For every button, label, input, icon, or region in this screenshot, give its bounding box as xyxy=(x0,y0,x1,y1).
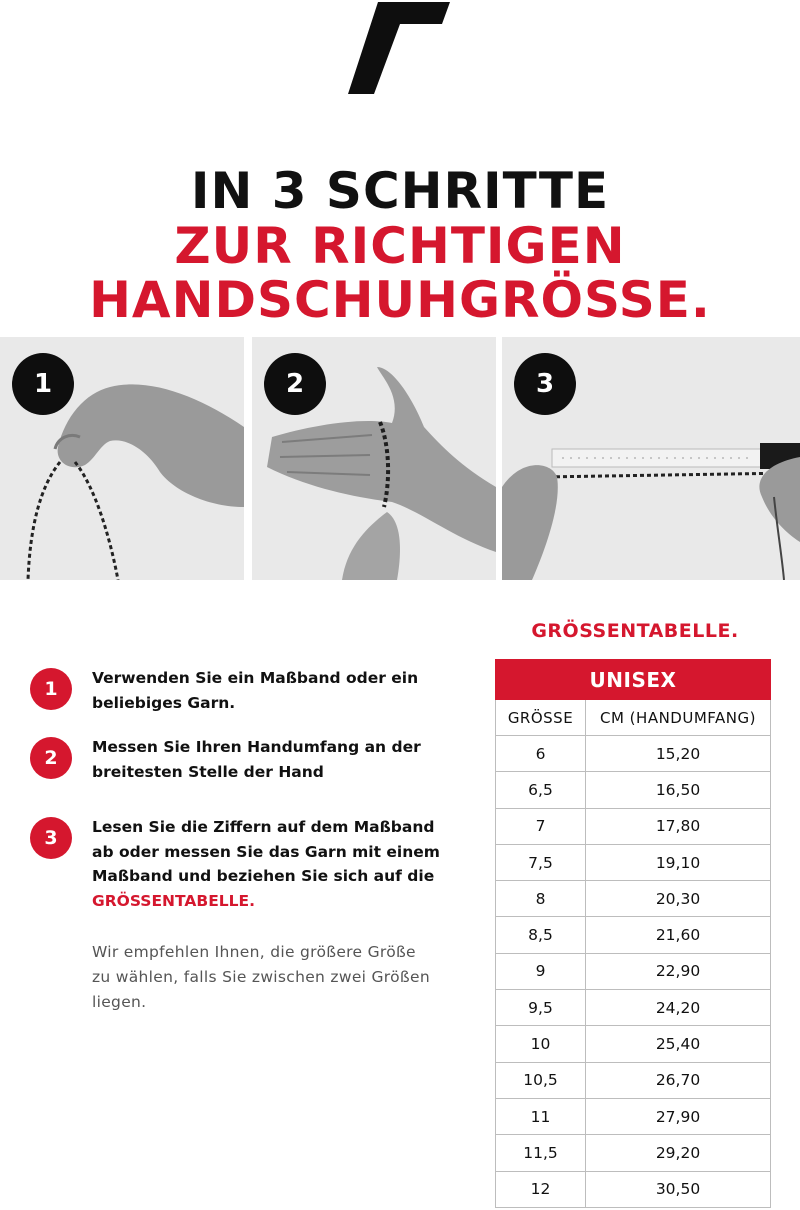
circumference-cell: 24,20 xyxy=(586,990,771,1026)
step-3-number: 3 xyxy=(30,817,72,859)
circumference-cell: 19,10 xyxy=(586,844,771,880)
circumference-cell: 29,20 xyxy=(586,1135,771,1171)
step-3-highlight: GRÖSSENTABELLE. xyxy=(92,891,256,910)
step-1-text: Verwenden Sie ein Maßband oder ein beliebiges Garn. xyxy=(92,669,419,712)
table-row xyxy=(496,808,771,844)
circumference-cell: 21,60 xyxy=(586,917,771,953)
table-row xyxy=(496,1062,771,1098)
step-3-text: Lesen Sie die Ziffern auf dem Maßband ab oder messen Sie das Garn mit einem Maßband und beziehen Sie sich auf die xyxy=(92,818,440,885)
table-row xyxy=(496,1026,771,1062)
step-2-text: Messen Sie Ihren Handumfang an der breitesten Stelle der Hand xyxy=(92,738,421,781)
circumference-cell: 16,50 xyxy=(586,772,771,808)
size-cell: 9 xyxy=(496,953,586,989)
step-1-number: 1 xyxy=(30,668,72,710)
table-row xyxy=(496,1171,771,1207)
headline-line-1: IN 3 SCHRITTE xyxy=(190,162,610,220)
size-cell: 8 xyxy=(496,881,586,917)
circumference-cell: 22,90 xyxy=(586,953,771,989)
size-cell: 6,5 xyxy=(496,772,586,808)
recommendation-note: Wir empfehlen Ihnen, die größere Größe zu wählen, falls Sie zwischen zwei Größen liegen. xyxy=(92,943,430,1011)
circumference-cell: 26,70 xyxy=(586,1062,771,1098)
step-2-badge: 2 xyxy=(264,353,326,415)
step-2 xyxy=(30,735,450,784)
table-row xyxy=(496,772,771,808)
circumference-cell: 25,40 xyxy=(586,1026,771,1062)
table-row xyxy=(496,1098,771,1134)
size-cell: 12 xyxy=(496,1171,586,1207)
step-1-photo xyxy=(0,337,244,580)
circumference-cell: 20,30 xyxy=(586,881,771,917)
table-row xyxy=(496,953,771,989)
size-cell: 8,5 xyxy=(496,917,586,953)
size-table-title: GRÖSSENTABELLE. xyxy=(531,620,739,642)
brand-logo xyxy=(348,2,450,94)
size-cell: 9,5 xyxy=(496,990,586,1026)
column-header-circumference: CM (HANDUMFANG) xyxy=(586,700,771,736)
circumference-cell: 27,90 xyxy=(586,1098,771,1134)
table-row xyxy=(496,990,771,1026)
table-row xyxy=(496,844,771,880)
circumference-cell: 17,80 xyxy=(586,808,771,844)
step-2-photo xyxy=(252,337,496,580)
size-cell: 7,5 xyxy=(496,844,586,880)
step-3 xyxy=(30,815,450,913)
step-1 xyxy=(30,666,450,715)
step-1-badge: 1 xyxy=(12,353,74,415)
size-table xyxy=(495,659,771,1208)
size-cell: 7 xyxy=(496,808,586,844)
size-cell: 11,5 xyxy=(496,1135,586,1171)
step-3-photo xyxy=(502,337,800,580)
table-row xyxy=(496,917,771,953)
size-table-group-header: UNISEX xyxy=(496,660,771,700)
headline-line-2: ZUR RICHTIGEN xyxy=(174,217,626,275)
size-cell: 11 xyxy=(496,1098,586,1134)
circumference-cell: 30,50 xyxy=(586,1171,771,1207)
step-3-badge: 3 xyxy=(514,353,576,415)
size-cell: 6 xyxy=(496,736,586,772)
headline-line-3: HANDSCHUHGRÖSSE. xyxy=(89,271,711,329)
circumference-cell: 15,20 xyxy=(586,736,771,772)
table-row xyxy=(496,736,771,772)
step-2-number: 2 xyxy=(30,737,72,779)
size-cell: 10 xyxy=(496,1026,586,1062)
size-cell: 10,5 xyxy=(496,1062,586,1098)
table-row xyxy=(496,881,771,917)
table-row xyxy=(496,1135,771,1171)
column-header-size: GRÖSSE xyxy=(496,700,586,736)
